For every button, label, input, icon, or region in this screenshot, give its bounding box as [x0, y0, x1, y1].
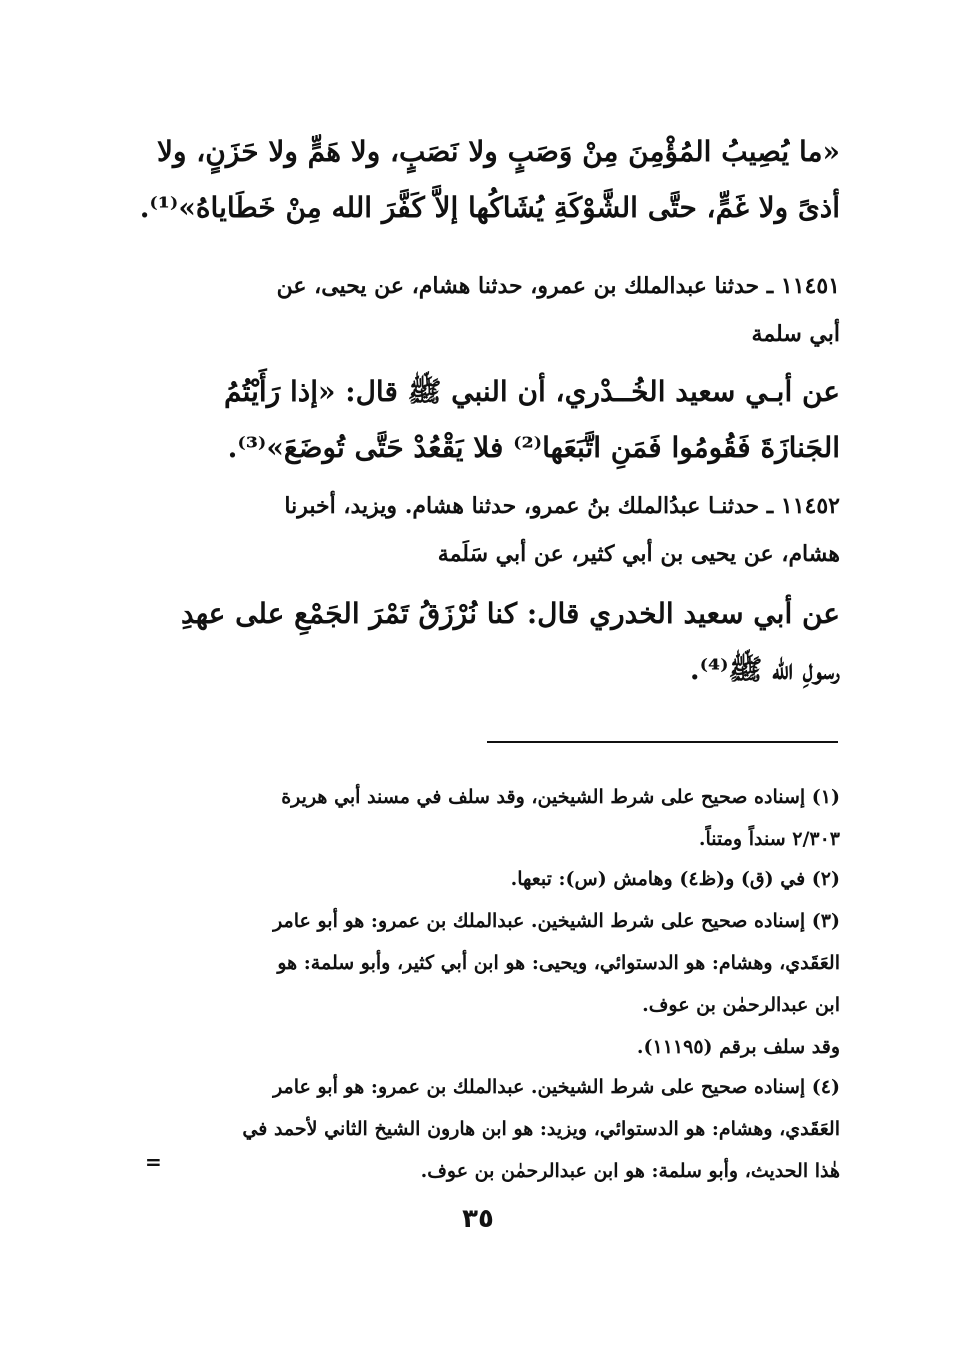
footnote-line: (٣) إسناده صحيح على شرط الشيخين. عبدالملك بن عمرو: هو أبو عامر	[273, 910, 840, 932]
footnote-3	[140, 900, 840, 1068]
hadith-text-line: رسولِ الله ﷺ⁽⁴⁾.	[689, 653, 840, 686]
hadith-text-line: عن أبي سعيد الخدري قال: كنا نُرْزَقُ تَمْرَ الجَمْعِ على عهدِ	[181, 597, 840, 630]
footnote-line: العَقَدي، وهشام: هو الدستوائي، ويزيد: هو ابن هارون الشيخ الثاني لأحمد في	[242, 1118, 840, 1140]
footnote-line: وقد سلف برقم (١١١٩٥).	[636, 1036, 840, 1058]
footnote-line: (٤) إسناده صحيح على شرط الشيخين. عبدالملك بن عمرو: هو أبو عامر	[273, 1076, 840, 1098]
footnote-line: العَقَدي، وهشام: هو الدستوائي، ويحيى: هو ابن أبي كثير، وأبو سلمة: هو	[277, 952, 840, 974]
hadith-11452-matn	[140, 586, 840, 698]
hadith-11452-isnad	[140, 482, 840, 578]
footnote-1	[140, 776, 840, 860]
footnote-line: هٰذا الحديث، وأبو سلمة: هو ابن عبدالرحمٰن بن عوف.	[420, 1160, 840, 1182]
hadith-text-line: عن أبـي سعيد الخُــدْري، أن النبي ﷺ قال: «إذا رَأَيْتُمُ	[224, 375, 840, 408]
hadith-text-line: أذىً ولا غَمٍّ، حتَّى الشَّوْكَةِ يُشَاكُها إلاَّ كَفَّرَ الله مِنْ خَطَاياهُ»⁽¹⁾.	[139, 191, 840, 224]
hadith-11451-isnad	[140, 262, 840, 358]
footnote-line: (١) إسناده صحيح على شرط الشيخين، وقد سلف في مسند أبي هريرة	[281, 786, 840, 808]
isnad-line: أبي سلمة	[751, 321, 840, 347]
hadith-text-line: الجَنازَةَ فَقُومُوا فَمَنِ اتَّبَعَها⁽²⁾ فلا يَقْعُدْ حَتَّى تُوضَعَ»⁽³⁾.	[227, 431, 840, 464]
isnad-line: ١١٤٥١ ـ حدثنا عبدالملك بن عمرو، حدثنا هشام، عن يحيى، عن	[276, 273, 840, 299]
footnote-separator	[487, 741, 838, 743]
page-number: ٣٥	[462, 1204, 494, 1234]
isnad-line: هشام، عن يحيى بن أبي كثير، عن أبي سَلَمة	[437, 541, 840, 567]
isnad-line: ١١٤٥٢ ـ حدثنـا عبدُالملك بنُ عمرو، حدثنا هشام. ويزيد، أخبرنا	[284, 493, 840, 519]
hadith-prev-end	[140, 124, 840, 236]
hadith-text-line: «ما يُصِيبُ المُؤْمِنَ مِنْ وَصَبٍ ولا نَصَبٍ، ولا هَمٍّ ولا حَزَنٍ، ولا	[157, 135, 840, 168]
continuation-mark: =	[145, 1150, 162, 1174]
footnote-line: ٢/٣٠٣ سنداً ومتناً.	[698, 828, 840, 850]
footnote-2	[140, 858, 840, 900]
footnote-4	[140, 1066, 840, 1192]
footnote-line: (٢) في (ق) و(ظ٤) وهامش (س): تبعها.	[510, 868, 840, 890]
hadith-11451-matn	[140, 364, 840, 476]
footnote-line: ابن عبدالرحمٰن بن عوف.	[642, 994, 840, 1016]
